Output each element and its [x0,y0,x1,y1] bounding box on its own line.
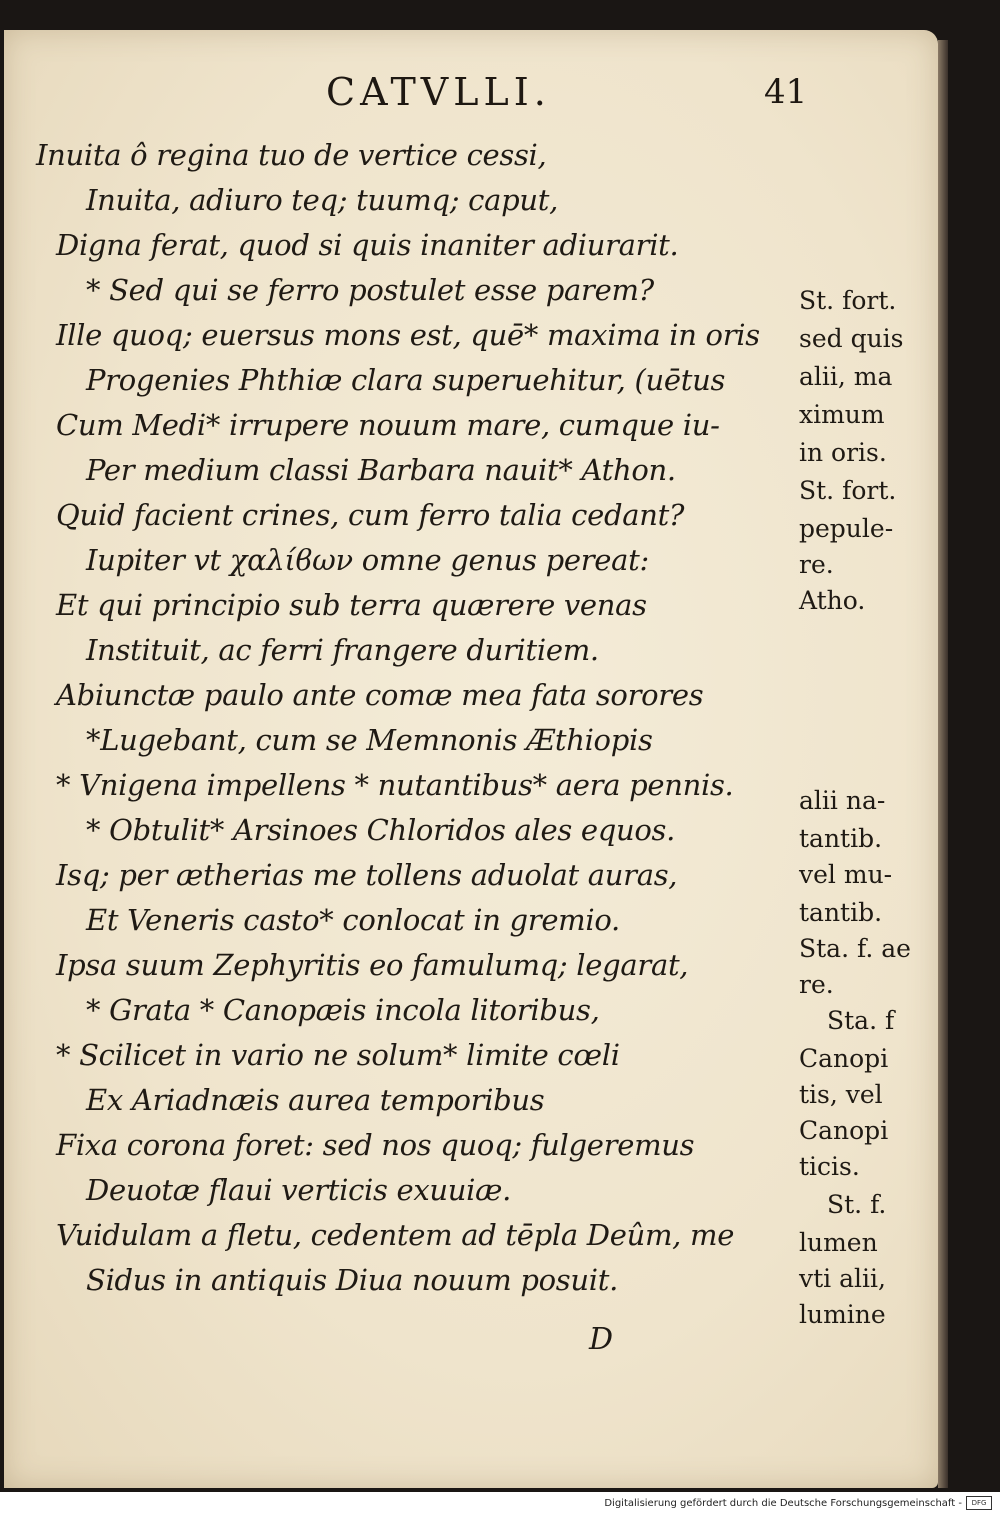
digitization-credit [604,1493,992,1513]
verse-line: * Scilicet in vario ne solum* limite cœli [56,1038,620,1072]
margin-note: Canopi [799,1116,889,1145]
margin-note: vel mu- [799,860,893,889]
margin-note: lumine [799,1300,886,1329]
running-title: CATVLLI. [326,70,551,114]
verse-line: Ex Ariadnæis aurea temporibus [86,1083,545,1117]
verse-line: * Vnigena impellens * nutantibus* aera pennis. [56,768,734,802]
verse-line: Et Veneris casto* conlocat in gremio. [86,903,620,937]
book-page [4,30,938,1488]
margin-note: St. fort. [799,476,897,505]
margin-note: re. [799,970,834,999]
verse-line: * Grata * Canopæis incola litoribus, [86,993,600,1027]
verse-line: Instituit, ac ferri frangere duritiem. [86,633,599,667]
margin-note: re. [799,550,834,579]
margin-note: tantib. [799,824,883,853]
verse-line: Digna ferat, quod si quis inaniter adiurarit. [56,228,679,262]
margin-note: sed quis [799,324,904,353]
verse-line: Et qui principio sub terra quærere venas [56,588,647,622]
margin-note: ticis. [799,1152,860,1181]
verse-line: *Lugebant, cum se Memnonis Æthiopis [86,723,653,757]
verse-line: Ille quoq; euersus mons est, quē* maxima in oris [56,318,760,352]
verse-line: Ipsa suum Zephyritis eo famulumq; legarat, [56,948,689,982]
verse-line: * Obtulit* Arsinoes Chloridos ales equos. [86,813,676,847]
verse-line: Sidus in antiquis Diua nouum posuit. [86,1263,619,1297]
margin-note: St. fort. [799,286,897,315]
verse-line: Isq; per ætherias me tollens aduolat auras, [56,858,678,892]
margin-note: Atho. [799,586,866,615]
margin-note: Sta. f. ae [799,934,911,963]
verse-line: Per medium classi Barbara nauit* Athon. [86,453,676,487]
verse-line: Fixa corona foret: sed nos quoq; fulgeremus [56,1128,695,1162]
page-number: 41 [764,72,808,112]
credit-text: Digitalisierung gefördert durch die Deutsche Forschungsgemeinschaft - [604,1497,962,1509]
dfg-logo-icon: DFG [966,1496,992,1510]
verse-line: Progenies Phthiæ clara superuehitur, (uētus [86,363,726,397]
margin-note: vti alii, [799,1264,886,1293]
verse-line: Vuidulam a fletu, cedentem ad tēpla Deûm, me [56,1218,735,1252]
verse-line: * Sed qui se ferro postulet esse parem? [86,273,654,307]
margin-note: tis, vel [799,1080,883,1109]
margin-note: lumen [799,1228,878,1257]
margin-note: alii na- [799,786,886,815]
margin-note: Sta. f [827,1006,895,1035]
page-edge [938,40,948,1488]
margin-note: St. f. [827,1190,887,1219]
verse-line: Abiunctæ paulo ante comæ mea fata sorores [56,678,704,712]
verse-line: Iupiter vt χαλίϐων omne genus pereat: [86,543,649,577]
margin-note: in oris. [799,438,887,467]
verse-line: Inuita, adiuro teq; tuumq; caput, [86,183,558,217]
margin-note: pepule- [799,514,894,543]
verse-line: Quid facient crines, cum ferro talia cedant? [56,498,685,532]
verse-line: Inuita ô regina tuo de vertice cessi, [36,138,547,172]
margin-note: Canopi [799,1044,889,1073]
verse-line: Deuotæ flaui verticis exuuiæ. [86,1173,512,1207]
verse-line: Cum Medi* irrupere nouum mare, cumque iu- [56,408,720,442]
verse-text-block [36,133,796,1303]
margin-note: ximum [799,400,885,429]
signature-mark: D [589,1322,614,1357]
margin-note: alii, ma [799,362,893,391]
margin-note: tantib. [799,898,883,927]
page-header [4,70,938,130]
